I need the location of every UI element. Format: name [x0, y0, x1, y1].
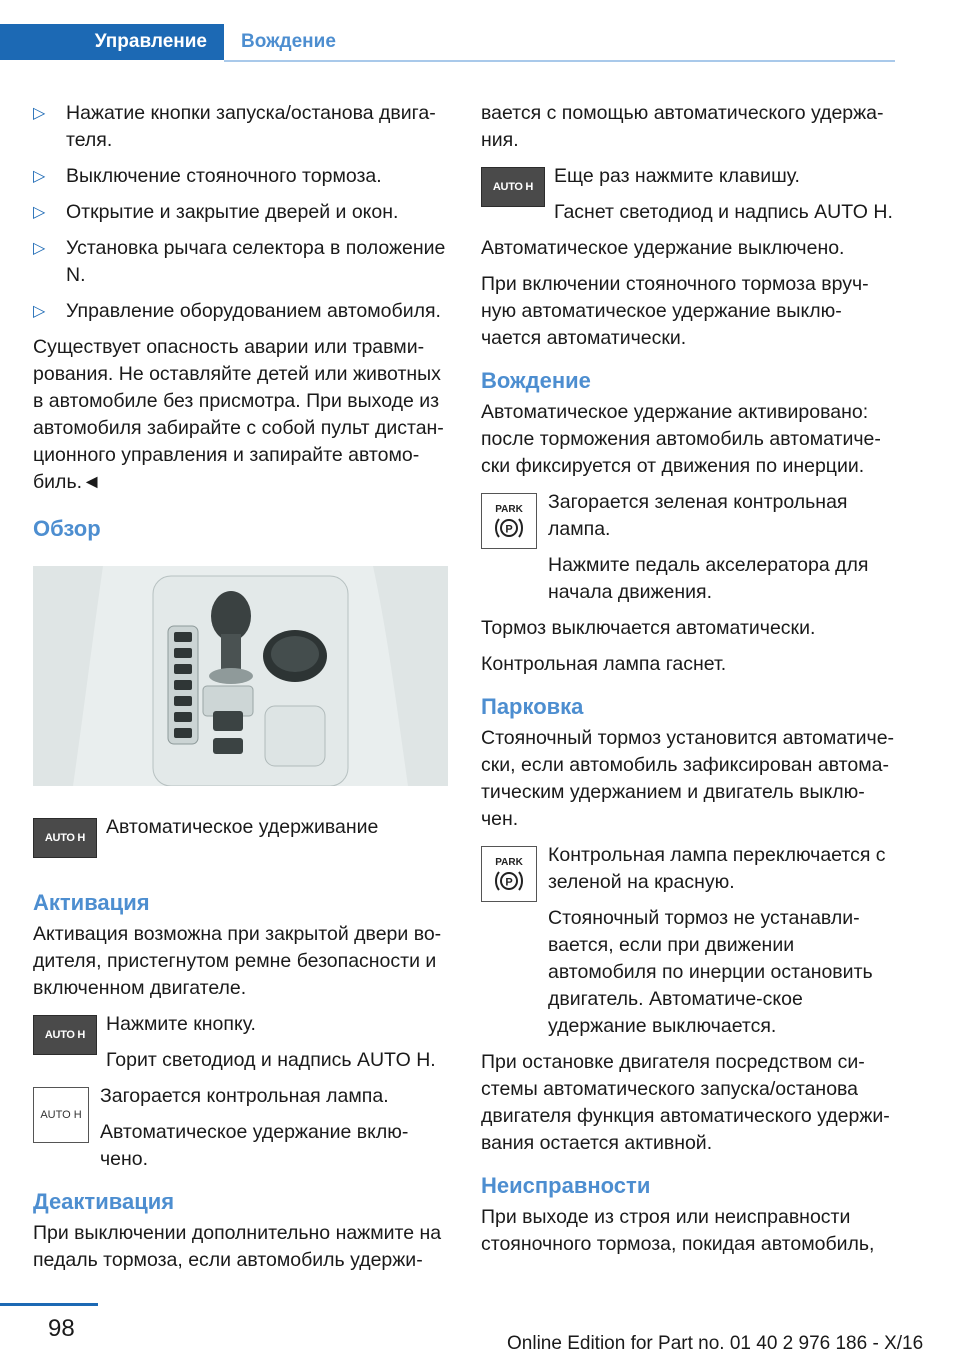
bullet-text: Управление оборудованием автомобиля. [66, 300, 441, 322]
right-column [481, 100, 895, 1267]
triangle-bullet-icon: ▷ [33, 168, 46, 185]
autoh-button-icon: AUTO H [33, 1015, 97, 1055]
not-set-text: Стояночный тормоз не устанавли-вается, если при движении автомобиля по инерции остановить двигатель. Автоматиче-ское удержание выключается. [548, 907, 873, 1037]
led-lights-text: Горит светодиод и надпись AUTO H. [106, 1049, 436, 1071]
deactivation-heading: Деактивация [33, 1189, 175, 1214]
green-lamp-row [481, 489, 895, 606]
svg-text:P: P [505, 876, 513, 888]
parking-text: Стояночный тормоз установится автоматиче-ски, если автомобиль зафиксирован автома-тическим удержанием и двигатель выклю-чен. [481, 727, 895, 830]
park-symbol-icon [495, 517, 523, 539]
activation-heading: Активация [33, 890, 150, 915]
bullet-text: Открытие и закрытие дверей и окон. [66, 201, 399, 223]
console-photo [33, 566, 448, 786]
bullet-text: Установка рычага селектора в положение N. [66, 237, 446, 286]
triangle-bullet-icon: ▷ [33, 240, 46, 257]
continuation-text: вается с помощью автоматического удержа-ния. [481, 102, 884, 151]
svg-text:P: P [505, 523, 513, 535]
tab-control[interactable] [0, 24, 224, 60]
lamp-switch-text: Контрольная лампа переключается с зеленой на красную. [548, 844, 886, 893]
press-again-row [481, 163, 895, 226]
footer-rule [0, 1303, 98, 1306]
indicator-lights-text: Загорается контрольная лампа. [100, 1085, 389, 1107]
warning-text: Существует опасность аварии или травми-рования. Не оставляйте детей или животных в автомобиле без присмотра. При выходе из автомобиля забирайте с собой пульт дистан-ционного управления и запирайте автомо-биль.◄ [33, 336, 444, 493]
autoh-caption: Автоматическое удерживание [106, 816, 379, 838]
press-accel-text: Нажмите педаль акселератора для начала движения. [548, 554, 869, 603]
left-column [33, 100, 449, 1283]
led-off-text: Гаснет светодиод и надпись AUTO H. [554, 201, 893, 223]
autoh-indicator-icon: AUTO H [33, 1087, 89, 1143]
bullet-item [33, 163, 449, 190]
triangle-bullet-icon: ▷ [33, 303, 46, 320]
autoh-button-icon: AUTO H [481, 167, 545, 207]
parkbrake-text: При включении стояночного тормоза вруч-ную автоматическое удержание выклю-чается автоматически. [481, 273, 869, 349]
driving-text: Автоматическое удержание активировано: после торможения автомобиль автоматиче-ски фиксируется от движения по инерции. [481, 401, 881, 477]
bullet-item [33, 100, 449, 154]
bullet-text: Выключение стояночного тормоза. [66, 165, 382, 187]
bullet-item [33, 298, 449, 325]
activation-text: Активация возможна при закрытой двери во-дителя, пристегнутом ремне безопасности и включенном двигателе. [33, 923, 442, 999]
tab-driving-label: Вождение [241, 31, 336, 52]
autoh-off-text: Автоматическое удержание выключено. [481, 237, 845, 259]
triangle-bullet-icon: ▷ [33, 204, 46, 221]
park-label: PARK [495, 503, 523, 515]
header-rule [224, 60, 895, 62]
triangle-bullet-icon: ▷ [33, 105, 46, 122]
green-lamp-text: Загорается зеленая контрольная лампа. [548, 491, 848, 540]
tab-driving[interactable] [241, 24, 336, 60]
park-indicator-icon [481, 493, 537, 549]
lamp-switch-row [481, 842, 895, 1040]
driving-heading: Вождение [481, 368, 591, 393]
park-symbol-icon [495, 870, 523, 892]
press-button-text: Нажмите кнопку. [106, 1013, 256, 1035]
deactivation-text: При выключении дополнительно нажмите на педаль тормоза, если автомобиль удержи- [33, 1222, 442, 1271]
park-indicator-icon [481, 846, 537, 902]
autoh-enabled-text: Автоматическое удержание вклю-чено. [100, 1121, 409, 1170]
stop-text: При остановке двигателя посредством си-стемы автоматического запуска/останова двигателя функция автоматического удержи-вания остается активной. [481, 1051, 890, 1154]
page-number: 98 [48, 1315, 75, 1342]
tab-control-label: Управление [94, 31, 207, 52]
lamp-off-text: Контрольная лампа гаснет. [481, 653, 727, 675]
bullet-item [33, 235, 449, 289]
bullet-text: Нажатие кнопки запуска/останова двига-теля. [66, 102, 436, 151]
edition-text: Online Edition for Part no. 01 40 2 976 186 - X/16 [507, 1333, 924, 1354]
park-label: PARK [495, 856, 523, 868]
overview-heading: Обзор [33, 516, 101, 541]
faults-text: При выходе из строя или неисправности стояночного тормоза, покидая автомобиль, [481, 1206, 875, 1255]
bullet-item [33, 199, 449, 226]
faults-heading: Неисправности [481, 1173, 651, 1198]
press-button-row [33, 1011, 449, 1074]
press-again-text: Еще раз нажмите клавишу. [554, 165, 800, 187]
header [0, 24, 895, 62]
autoh-caption-row [33, 814, 449, 874]
indicator-row [33, 1083, 449, 1173]
autoh-button-icon: AUTO H [33, 818, 97, 858]
parking-heading: Парковка [481, 694, 584, 719]
brake-release-text: Тормоз выключается автоматически. [481, 617, 816, 639]
